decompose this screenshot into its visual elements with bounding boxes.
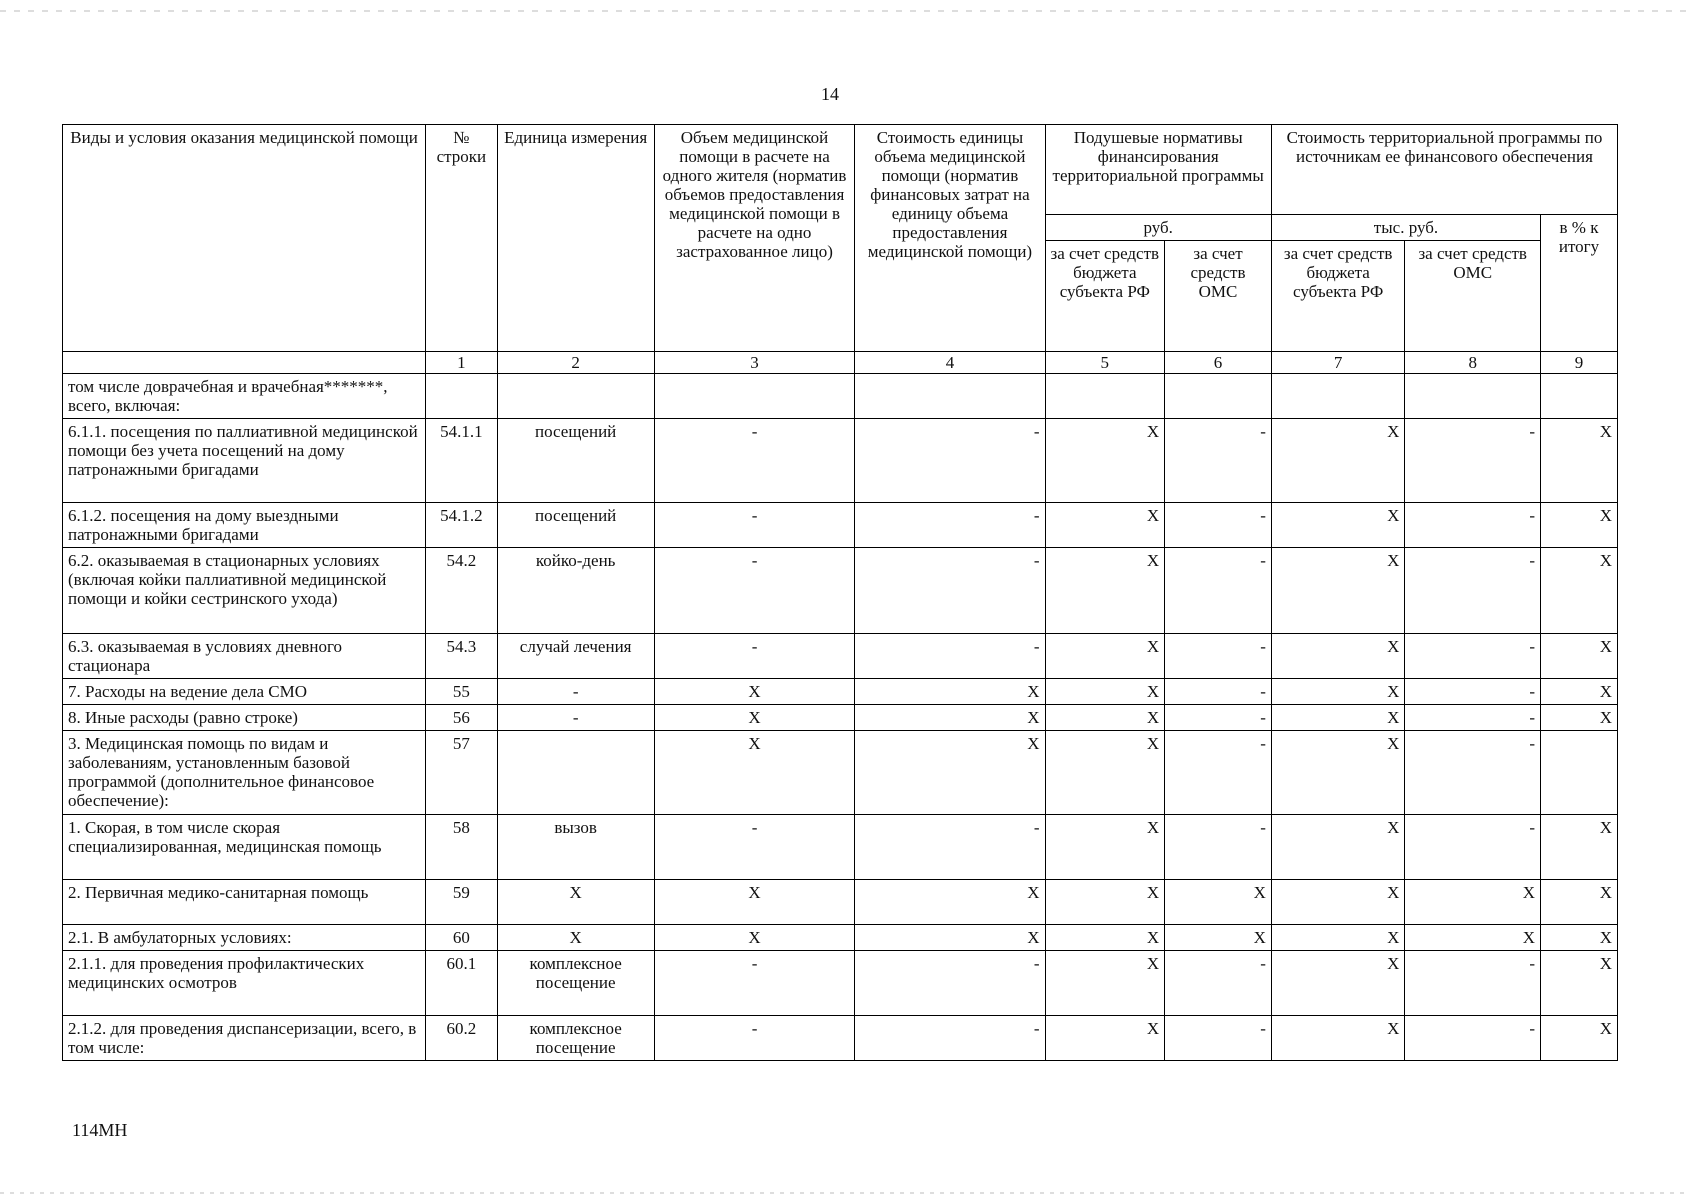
scan-edge-top (0, 10, 1686, 12)
cost-cell: - (855, 634, 1045, 679)
header-kinds: Виды и условия оказания медицинской помощи (63, 125, 426, 352)
header-rub: руб. (1045, 215, 1271, 241)
header-oms-8: за счет средств ОМС (1405, 241, 1541, 352)
oms-rub-cell: - (1165, 419, 1272, 503)
row-number: 57 (426, 731, 498, 815)
cost-cell: X (855, 880, 1045, 925)
percent-cell (1541, 374, 1618, 419)
row-label: 6.3. оказываемая в условиях дневного стационара (63, 634, 426, 679)
unit-cell (497, 374, 654, 419)
percent-cell: X (1541, 634, 1618, 679)
cost-cell: X (855, 925, 1045, 951)
unit-cell: посещений (497, 419, 654, 503)
row-label: 2. Первичная медико-санитарная помощь (63, 880, 426, 925)
column-number: 4 (855, 352, 1045, 374)
column-numbers-row (63, 352, 1618, 374)
column-number: 2 (497, 352, 654, 374)
row-label: 6.1.2. посещения на дому выездными патронажными бригадами (63, 503, 426, 548)
oms-rub-cell: - (1165, 731, 1272, 815)
oms-thous-cell: X (1405, 880, 1541, 925)
row-label: 7. Расходы на ведение дела СМО (63, 679, 426, 705)
header-cost: Стоимость единицы объема медицинской помощи (норматив финансовых затрат на единицу объема предоставления медицинской помощи) (855, 125, 1045, 352)
header-budget-5: за счет средств бюджета субъекта РФ (1045, 241, 1165, 352)
column-number: 9 (1541, 352, 1618, 374)
budget-thous-cell: X (1271, 503, 1404, 548)
budget-rub-cell: X (1045, 925, 1165, 951)
unit-cell: - (497, 679, 654, 705)
row-number (426, 374, 498, 419)
budget-rub-cell: X (1045, 548, 1165, 634)
percent-cell (1541, 731, 1618, 815)
oms-thous-cell: - (1405, 731, 1541, 815)
cost-cell: - (855, 548, 1045, 634)
budget-rub-cell: X (1045, 419, 1165, 503)
table-row (63, 731, 1618, 815)
percent-cell: X (1541, 548, 1618, 634)
table-row (63, 925, 1618, 951)
oms-rub-cell: - (1165, 1016, 1272, 1061)
cost-cell: - (855, 1016, 1045, 1061)
unit-cell: комплексное посещение (497, 1016, 654, 1061)
row-label: 6.1.1. посещения по паллиативной медицинской помощи без учета посещений на дому патронажными бригадами (63, 419, 426, 503)
budget-rub-cell: X (1045, 503, 1165, 548)
percent-cell: X (1541, 1016, 1618, 1061)
table-row (63, 374, 1618, 419)
oms-rub-cell: X (1165, 880, 1272, 925)
unit-cell: комплексное посещение (497, 951, 654, 1016)
percent-cell: X (1541, 880, 1618, 925)
volume-cell: X (654, 731, 855, 815)
cost-cell: X (855, 705, 1045, 731)
oms-thous-cell: - (1405, 705, 1541, 731)
percent-cell: X (1541, 503, 1618, 548)
volume-cell: - (654, 503, 855, 548)
table-row (63, 548, 1618, 634)
unit-cell: X (497, 925, 654, 951)
volume-cell: - (654, 1016, 855, 1061)
row-number: 58 (426, 815, 498, 880)
table-row (63, 815, 1618, 880)
table-row (63, 1016, 1618, 1061)
budget-rub-cell: X (1045, 634, 1165, 679)
document-code: 114MH (72, 1120, 128, 1140)
table-row (63, 705, 1618, 731)
cost-cell (855, 374, 1045, 419)
oms-rub-cell (1165, 374, 1272, 419)
volume-cell: - (654, 548, 855, 634)
volume-cell (654, 374, 855, 419)
financing-table (62, 124, 1618, 1061)
budget-rub-cell: X (1045, 951, 1165, 1016)
budget-thous-cell: X (1271, 925, 1404, 951)
row-label: 8. Иные расходы (равно строке) (63, 705, 426, 731)
row-label: 2.1.2. для проведения диспансеризации, всего, в том числе: (63, 1016, 426, 1061)
cost-cell: - (855, 951, 1045, 1016)
header-thous-rub: тыс. руб. (1271, 215, 1540, 241)
oms-thous-cell: - (1405, 503, 1541, 548)
column-number (63, 352, 426, 374)
percent-cell: X (1541, 705, 1618, 731)
row-number: 56 (426, 705, 498, 731)
volume-cell: - (654, 634, 855, 679)
unit-cell (497, 731, 654, 815)
cost-cell: - (855, 503, 1045, 548)
column-number: 8 (1405, 352, 1541, 374)
row-label: 1. Скорая, в том числе скорая специализированная, медицинская помощь (63, 815, 426, 880)
column-number: 7 (1271, 352, 1404, 374)
unit-cell: койко-день (497, 548, 654, 634)
column-number: 1 (426, 352, 498, 374)
unit-cell: случай лечения (497, 634, 654, 679)
cost-cell: X (855, 731, 1045, 815)
row-number: 60.1 (426, 951, 498, 1016)
budget-rub-cell: X (1045, 880, 1165, 925)
oms-thous-cell: X (1405, 925, 1541, 951)
column-number: 5 (1045, 352, 1165, 374)
oms-rub-cell: - (1165, 815, 1272, 880)
unit-cell: вызов (497, 815, 654, 880)
column-number: 6 (1165, 352, 1272, 374)
volume-cell: - (654, 815, 855, 880)
oms-thous-cell: - (1405, 1016, 1541, 1061)
header-percent: в % к итогу (1541, 215, 1618, 352)
budget-thous-cell: X (1271, 419, 1404, 503)
row-number: 59 (426, 880, 498, 925)
budget-thous-cell: X (1271, 880, 1404, 925)
oms-thous-cell (1405, 374, 1541, 419)
header-cost-sources: Стоимость территориальной программы по источникам ее финансового обеспечения (1271, 125, 1617, 215)
oms-thous-cell: - (1405, 815, 1541, 880)
budget-rub-cell (1045, 374, 1165, 419)
table-row (63, 951, 1618, 1016)
oms-thous-cell: - (1405, 548, 1541, 634)
table-row (63, 634, 1618, 679)
unit-cell: посещений (497, 503, 654, 548)
percent-cell: X (1541, 951, 1618, 1016)
table-row (63, 503, 1618, 548)
column-number: 3 (654, 352, 855, 374)
row-label: 2.1. В амбулаторных условиях: (63, 925, 426, 951)
header-row-no: № строки (426, 125, 498, 352)
row-label: 3. Медицинская помощь по видам и заболеваниям, установленным базовой программой (дополнительное финансовое обеспечение): (63, 731, 426, 815)
oms-rub-cell: - (1165, 705, 1272, 731)
budget-thous-cell: X (1271, 634, 1404, 679)
budget-thous-cell: X (1271, 1016, 1404, 1061)
budget-thous-cell (1271, 374, 1404, 419)
budget-thous-cell: X (1271, 731, 1404, 815)
oms-thous-cell: - (1405, 634, 1541, 679)
page-number: 14 (821, 84, 839, 104)
row-number: 54.1.2 (426, 503, 498, 548)
budget-thous-cell: X (1271, 951, 1404, 1016)
row-label: 6.2. оказываемая в стационарных условиях (включая койки паллиативной медицинской помощи и койки сестринского ухода) (63, 548, 426, 634)
header-per-capita: Подушевые нормативы финансирования территориальной программы (1045, 125, 1271, 215)
header-budget-7: за счет средств бюджета субъекта РФ (1271, 241, 1404, 352)
oms-thous-cell: - (1405, 419, 1541, 503)
row-label: 2.1.1. для проведения профилактических медицинских осмотров (63, 951, 426, 1016)
oms-rub-cell: - (1165, 634, 1272, 679)
oms-thous-cell: - (1405, 951, 1541, 1016)
percent-cell: X (1541, 925, 1618, 951)
volume-cell: X (654, 679, 855, 705)
header-oms-6: за счет средств ОМС (1165, 241, 1272, 352)
header-volume: Объем медицинской помощи в расчете на одного жителя (норматив объемов предоставления медицинской помощи в расчете на одно застрахованное лицо) (654, 125, 855, 352)
row-number: 54.3 (426, 634, 498, 679)
table-row (63, 880, 1618, 925)
volume-cell: - (654, 419, 855, 503)
unit-cell: - (497, 705, 654, 731)
budget-rub-cell: X (1045, 705, 1165, 731)
budget-rub-cell: X (1045, 731, 1165, 815)
budget-thous-cell: X (1271, 548, 1404, 634)
row-number: 60.2 (426, 1016, 498, 1061)
cost-cell: - (855, 815, 1045, 880)
table-row (63, 419, 1618, 503)
row-number: 60 (426, 925, 498, 951)
oms-rub-cell: - (1165, 679, 1272, 705)
row-number: 54.1.1 (426, 419, 498, 503)
oms-rub-cell: - (1165, 951, 1272, 1016)
cost-cell: X (855, 679, 1045, 705)
header-unit: Единица измерения (497, 125, 654, 352)
scan-edge-bottom (0, 1192, 1686, 1194)
percent-cell: X (1541, 815, 1618, 880)
oms-rub-cell: - (1165, 503, 1272, 548)
oms-thous-cell: - (1405, 679, 1541, 705)
row-number: 54.2 (426, 548, 498, 634)
volume-cell: X (654, 925, 855, 951)
volume-cell: X (654, 880, 855, 925)
row-label: том числе доврачебная и врачебная*******, всего, включая: (63, 374, 426, 419)
cost-cell: - (855, 419, 1045, 503)
unit-cell: X (497, 880, 654, 925)
percent-cell: X (1541, 679, 1618, 705)
table-row (63, 679, 1618, 705)
budget-rub-cell: X (1045, 815, 1165, 880)
row-number: 55 (426, 679, 498, 705)
volume-cell: - (654, 951, 855, 1016)
budget-thous-cell: X (1271, 705, 1404, 731)
volume-cell: X (654, 705, 855, 731)
budget-thous-cell: X (1271, 815, 1404, 880)
percent-cell: X (1541, 419, 1618, 503)
budget-rub-cell: X (1045, 679, 1165, 705)
budget-thous-cell: X (1271, 679, 1404, 705)
oms-rub-cell: X (1165, 925, 1272, 951)
budget-rub-cell: X (1045, 1016, 1165, 1061)
oms-rub-cell: - (1165, 548, 1272, 634)
